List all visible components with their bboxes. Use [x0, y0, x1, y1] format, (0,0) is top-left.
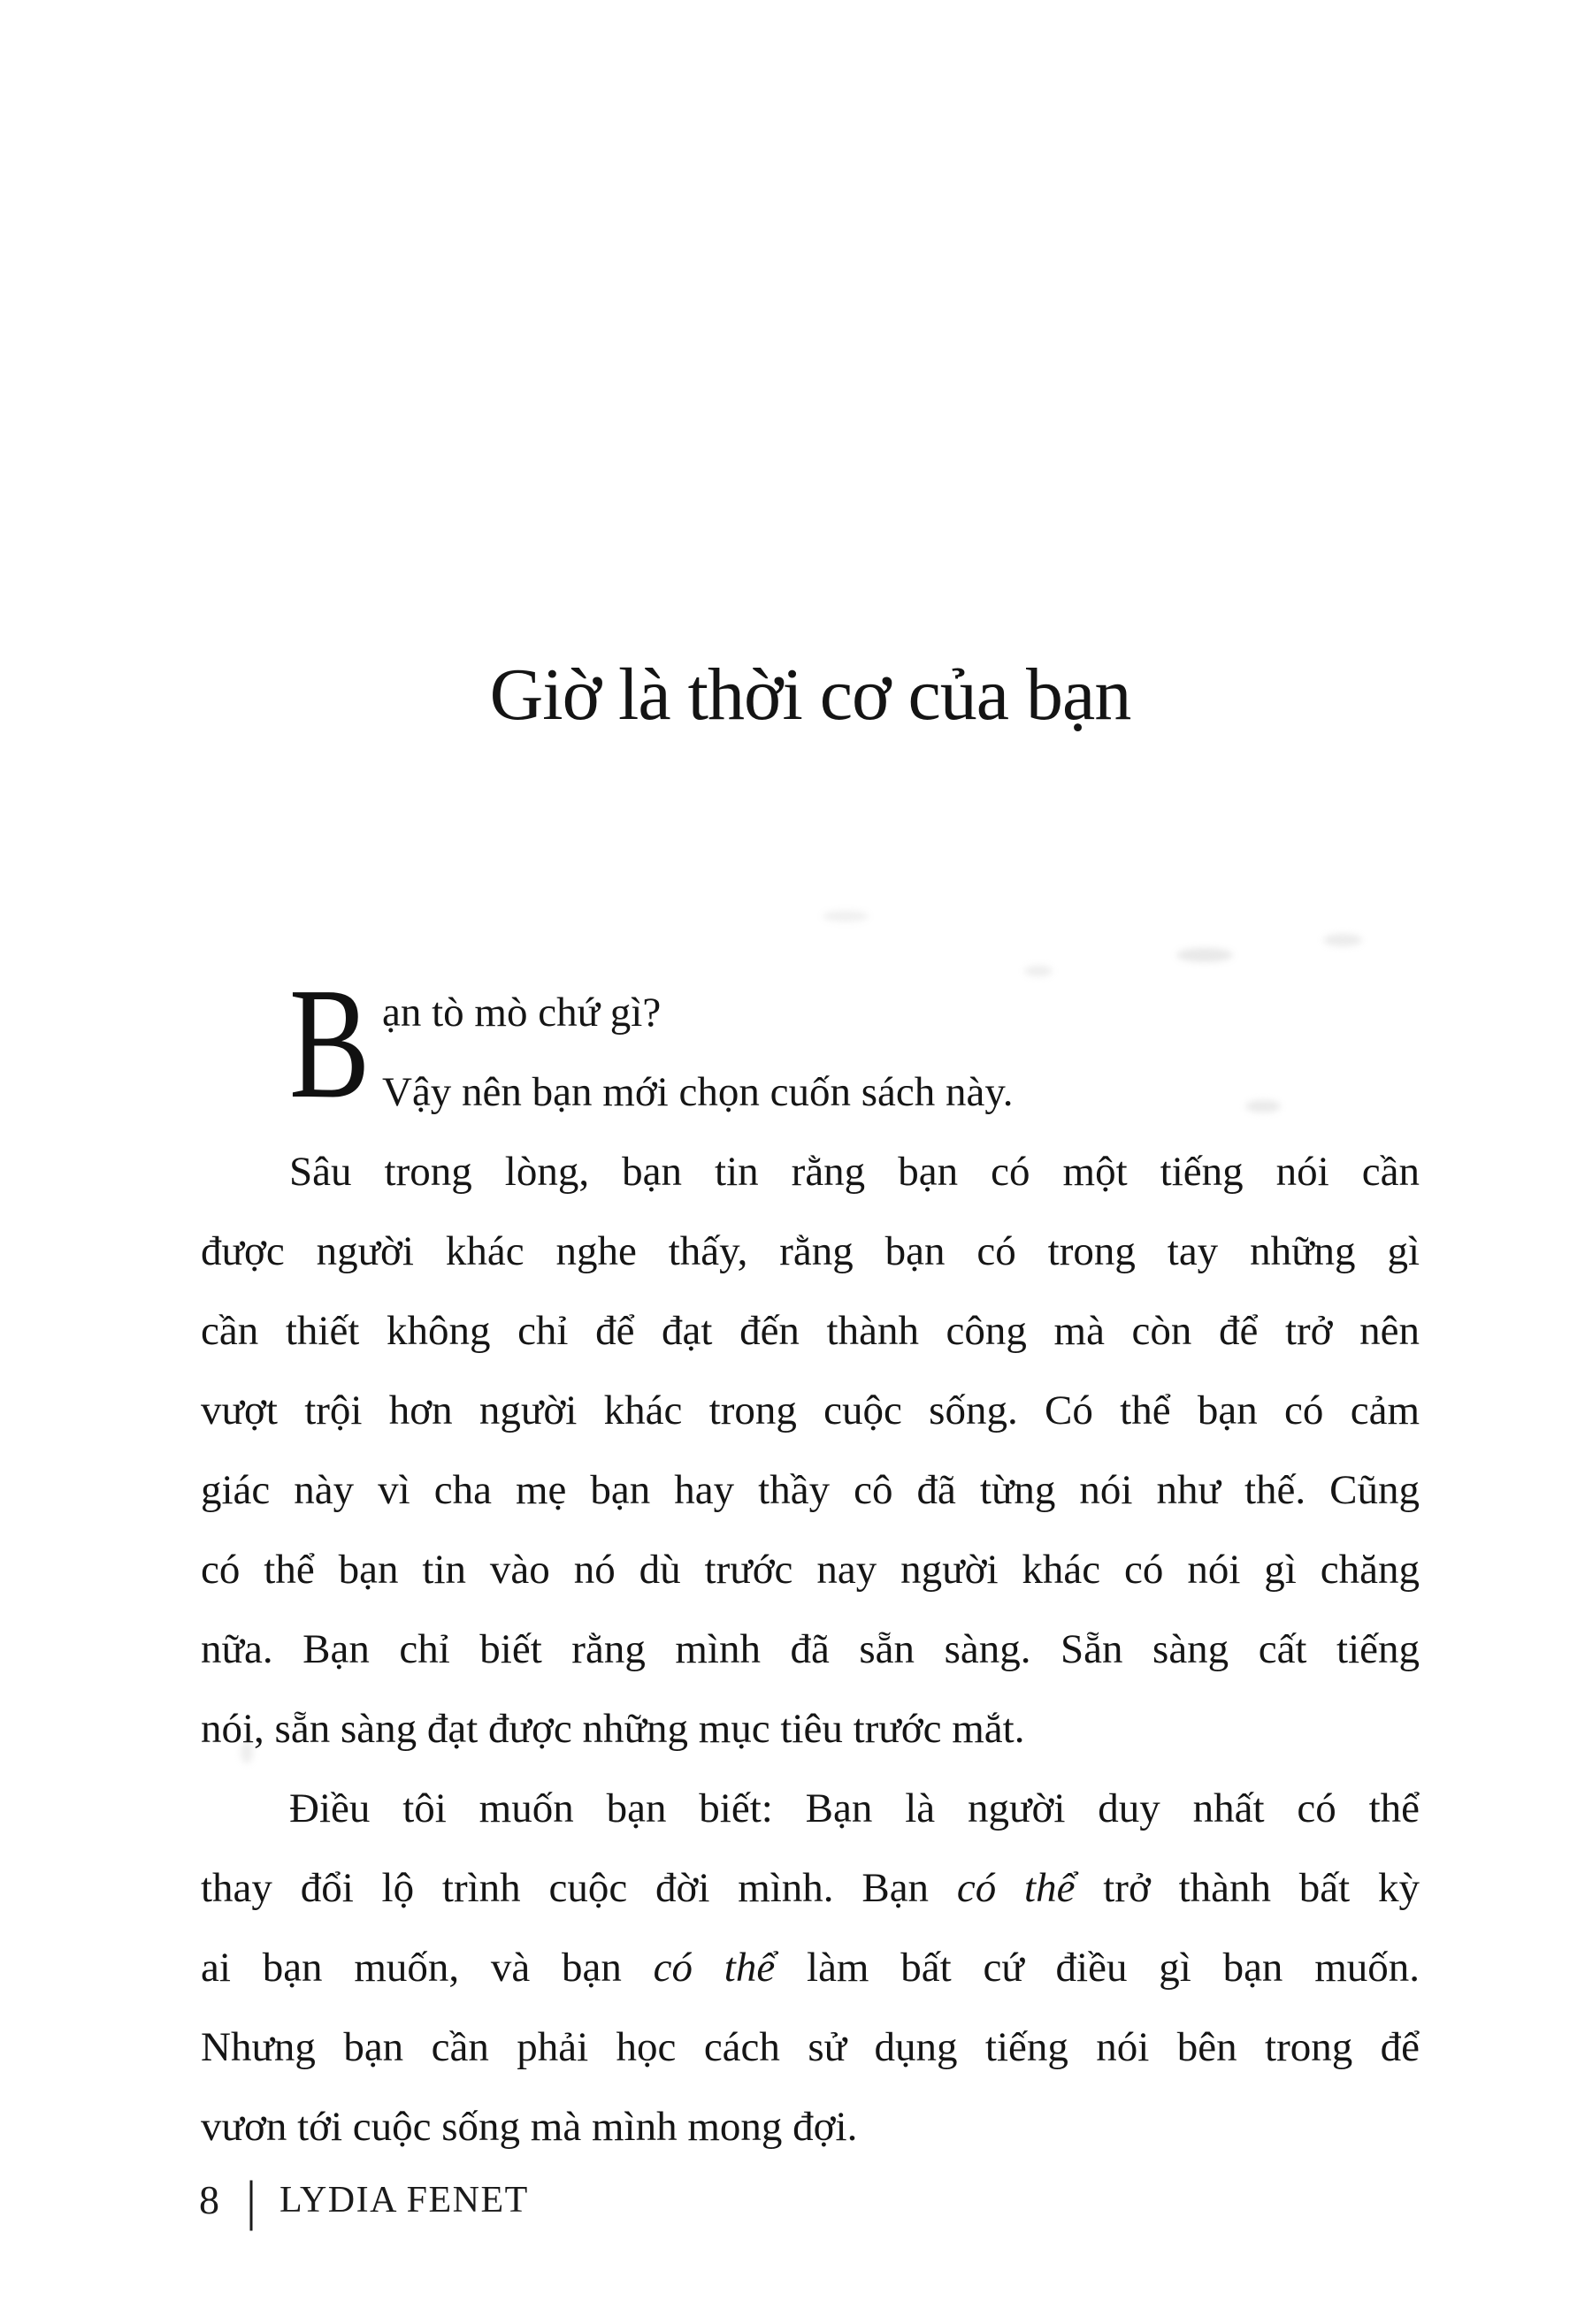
body-line [201, 1928, 1420, 2007]
text-segment: Nhưng bạn cần phải học cách sử dụng tiếng nói bên trong để [201, 2024, 1420, 2070]
text-segment: được người khác nghe thấy, rằng bạn có trong tay những gì [201, 1228, 1420, 1274]
body-line [201, 1212, 1420, 1291]
text-segment: vươn tới cuộc sống mà mình mong đợi. [201, 2104, 858, 2150]
text-segment: có thể bạn tin vào nó dù trước nay người khác có nói gì chăng [201, 1547, 1420, 1593]
body-lines [201, 973, 1420, 2167]
body-line [201, 1450, 1420, 1530]
page-footer [199, 2165, 529, 2236]
text-segment: nói, sẵn sàng đạt được những mục tiêu trước mắt. [201, 1706, 1025, 1752]
body-line [201, 1609, 1420, 1689]
text-segment: Sâu trong lòng, bạn tin rằng bạn có một tiếng nói cần [289, 1149, 1420, 1195]
text-segment: Vậy nên bạn mới chọn cuốn sách này. [382, 1069, 1014, 1115]
body-line [201, 1291, 1420, 1371]
text-segment: trở thành bất kỳ [1075, 1865, 1420, 1911]
text-segment: cần thiết không chỉ để đạt đến thành công mà còn để trở nên [201, 1308, 1420, 1354]
body-line [201, 1530, 1420, 1609]
text-segment: ạn tò mò chứ gì? [382, 990, 662, 1036]
scan-smudge [1323, 934, 1362, 946]
page-number: 8 [199, 2177, 219, 2222]
text-segment: làm bất cứ điều gì bạn muốn. [775, 1945, 1420, 1991]
text-segment: nữa. Bạn chỉ biết rằng mình đã sẵn sàng. Sẵn sàng cất tiếng [201, 1626, 1420, 1672]
scan-smudge [823, 911, 869, 921]
body-line [201, 1132, 1420, 1212]
drop-cap: B [289, 955, 371, 1131]
body-text [201, 955, 1420, 2167]
body-line [201, 2087, 1420, 2167]
emphasized-text: có thể [653, 1945, 776, 1991]
book-author: LYDIA FENET [279, 2180, 529, 2221]
text-segment: thay đổi lộ trình cuộc đời mình. Bạn [201, 1865, 957, 1911]
scan-smudge [1176, 948, 1233, 962]
text-segment: giác này vì cha mẹ bạn hay thầy cô đã từng nói như thế. Cũng [201, 1467, 1420, 1513]
chapter-title: Giờ là thời cơ của bạn [489, 654, 1131, 736]
text-segment: ai bạn muốn, và bạn [201, 1945, 654, 1991]
body-line [201, 2007, 1420, 2087]
body-line [201, 1052, 1420, 1132]
emphasized-text: có thể [956, 1865, 1076, 1911]
body-line [201, 1689, 1420, 1769]
text-segment: Điều tôi muốn bạn biết: Bạn là người duy nhất có thể [289, 1785, 1420, 1831]
body-line [201, 1371, 1420, 1450]
footer-separator: | [246, 2169, 257, 2231]
body-line [201, 1848, 1420, 1928]
text-segment: vượt trội hơn người khác trong cuộc sống. Có thể bạn có cảm [201, 1388, 1420, 1433]
body-line [201, 973, 1420, 1052]
body-line [201, 1769, 1420, 1848]
